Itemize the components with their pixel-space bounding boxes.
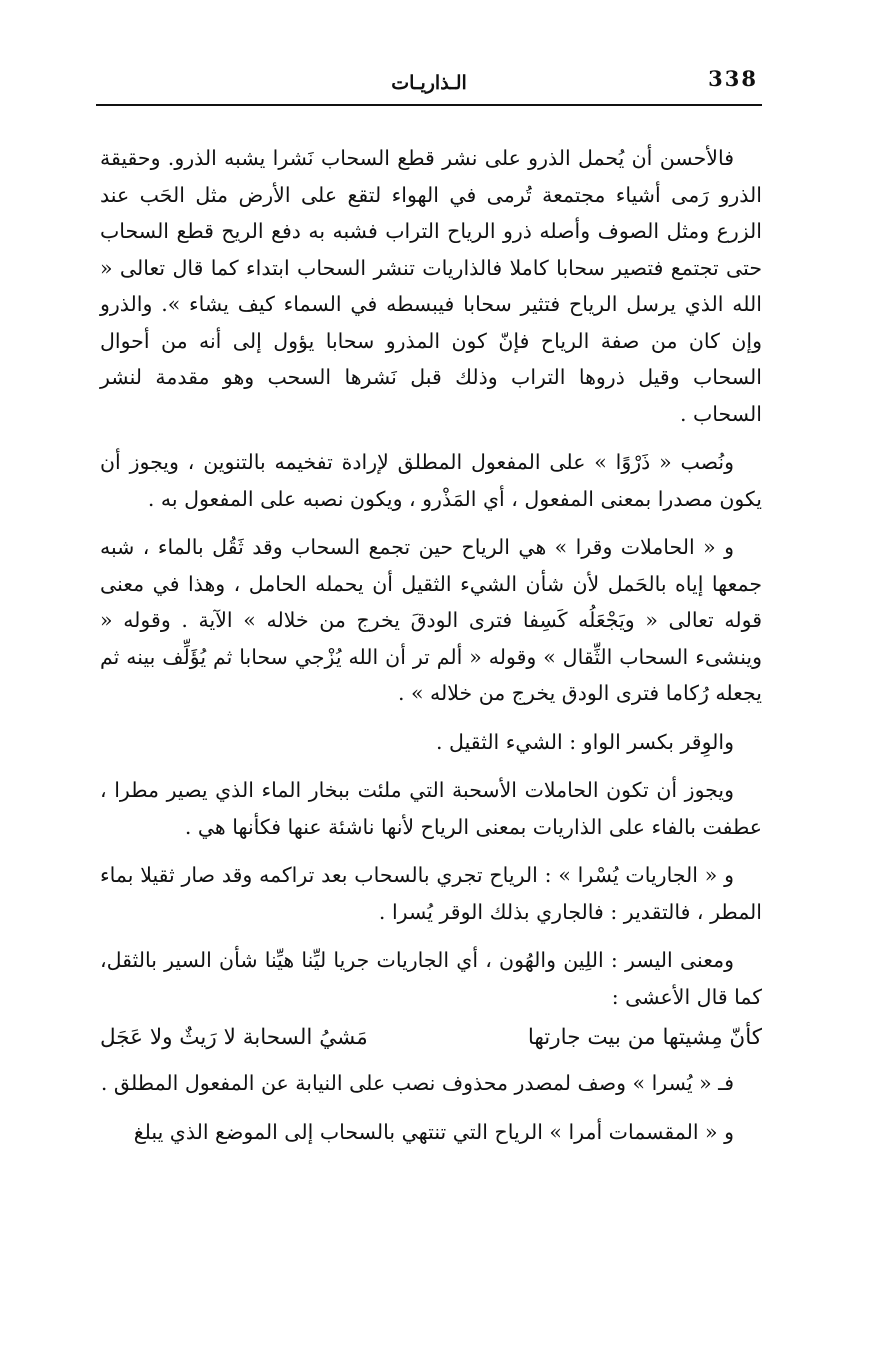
running-title: الـذاريـات [391,72,467,94]
paragraph-3: و « الحاملات وقرا » هي الرياح حين تجمع السحاب وقد ثَقُل بالماء ، شبه جمعها إياه بالحَمل لأن شأن الشيء الثقيل أن يحمله الحامل ، وهذا في معنى قوله تعالى « ويَجْعَلُه كَسِفا فترى الودقَ يخرج من خلاله » الآية . وقوله « وينشىء السحاب الثِّقال » وقوله « ألم تر أن الله يُزْجي سحابا ثم يُؤَلِّف بينه ثم يجعله رُكاما فترى الودق يخرج من خلاله » . [100,535,762,705]
paragraph-1: فالأحسن أن يُحمل الذرو على نشر قطع السحاب نَشرا يشبه الذرو. وحقيقة الذرو رَمى أشياء مجتمعة تُرمى في الهواء لتقع على الأرض مثل الحَب عند الزرع ومثل الصوف وأصله ذرو الرياح التراب فشبه به دفع الريح قطع السحاب حتى تجتمع فتصير سحابا كاملا فالذاريات تنشر السحاب ابتداء كما قال تعالى « الله الذي يرسل الرياح فتثير سحابا فيبسطه في السماء كيف يشاء ». والذرو وإن كان من صفة الرياح فإنّ كون المذرو سحابا يؤول إلى أنه من أحوال السحاب وقيل ذروها التراب وذلك قبل نَشرها السحب وهو مقدمة لنشر السحاب . [100,146,762,426]
poetry-verse [100,1019,762,1057]
paragraph-7: ومعنى اليسر : اللِين والهُون ، أي الجاريات جريا ليِّنا هيِّنا شأن السير بالثقل، كما قال الأعشى : [100,948,762,1009]
page-number: 338 [708,66,758,91]
paragraph-4: والوِقر بكسر الواو : الشيء الثقيل . [436,729,734,754]
verse-second-hemistich: مَشيُ السحابة لا رَيثٌ ولا عَجَل [100,1025,368,1050]
paragraph-2: ونُصب « ذَرْوًا » على المفعول المطلق لإرادة تفخيمه بالتنوين ، ويجوز أن يكون مصدرا بمعنى المفعول ، أي المَذْرو ، ويكون نصبه على المفعول به . [100,450,762,511]
paragraph-5: ويجوز أن تكون الحاملات الأسحبة التي ملئت ببخار الماء الذي يصير مطرا ، عطفت بالفاء على الذاريات بمعنى الرياح لأنها ناشئة عنها فكأنها هي . [100,778,762,839]
paragraph-6: و « الجاريات يُسْرا » : الرياح تجري بالسحاب بعد تراكمه وقد صار ثقيلا بماء المطر ، فالتقدير : فالجاري بذلك الوقر يُسرا . [100,863,762,924]
verse-first-hemistich: كأنّ مِشيتها من بيت جارتها [527,1025,762,1050]
body-text [100,140,762,1162]
page-header [96,60,762,106]
paragraph-8: فـ « يُسرا » وصف لمصدر محذوف نصب على النيابة عن المفعول المطلق . [100,1071,734,1095]
paragraph-9: و « المقسمات أمرا » الرياح التي تنتهي بالسحاب إلى الموضع الذي يبلغ [133,1119,734,1144]
